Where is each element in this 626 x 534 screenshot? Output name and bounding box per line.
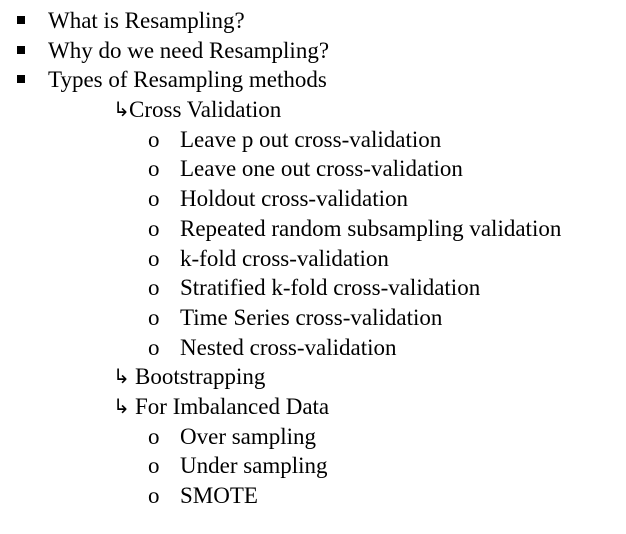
list-item: [0, 184, 626, 214]
list-item-text: Under sampling: [180, 453, 328, 479]
group-heading-imbalanced-data: [0, 392, 626, 422]
list-item-text: Repeated random subsampling validation: [180, 215, 562, 241]
list-item: [0, 273, 626, 303]
group-label: Bootstrapping: [135, 364, 266, 390]
circle-bullet-icon: o: [148, 304, 160, 330]
group-label: Cross Validation: [129, 97, 282, 123]
list-item-text: Nested cross-validation: [180, 334, 397, 360]
group-heading-bootstrapping: [0, 362, 626, 392]
circle-bullet-icon: o: [148, 156, 160, 182]
list-item: [0, 303, 626, 333]
bullet-text: Types of Resampling methods: [48, 67, 327, 93]
circle-bullet-icon: o: [148, 275, 160, 301]
square-bullet-icon: [17, 16, 25, 24]
bullet-item-types-of-resampling: [0, 65, 626, 95]
bullet-item-why-resampling: [0, 36, 626, 66]
group-heading-cross-validation: [0, 95, 626, 125]
list-item: [0, 154, 626, 184]
list-item-text: Leave p out cross-validation: [180, 126, 442, 152]
list-item: [0, 422, 626, 452]
down-right-arrow-icon: ↳: [113, 97, 130, 122]
circle-bullet-icon: o: [148, 126, 160, 152]
list-item-text: Time Series cross-validation: [180, 304, 443, 330]
list-item: [0, 125, 626, 155]
list-item: [0, 214, 626, 244]
list-item: [0, 451, 626, 481]
list-item-text: Over sampling: [180, 423, 317, 449]
circle-bullet-icon: o: [148, 245, 160, 271]
list-item-text: Leave one out cross-validation: [180, 156, 463, 182]
down-right-arrow-icon: ↳: [113, 393, 130, 418]
list-item-text: SMOTE: [180, 483, 258, 508]
group-label: For Imbalanced Data: [135, 393, 330, 419]
square-bullet-icon: [17, 46, 25, 54]
bullet-item-what-is-resampling: [0, 6, 626, 36]
circle-bullet-icon: o: [148, 453, 160, 479]
list-item-text: k-fold cross-validation: [180, 245, 389, 271]
list-item: [0, 244, 626, 274]
list-item-text: Holdout cross-validation: [180, 186, 409, 212]
bullet-text: Why do we need Resampling?: [48, 37, 330, 63]
circle-bullet-icon: o: [148, 215, 160, 241]
circle-bullet-icon: o: [148, 334, 160, 360]
down-right-arrow-icon: ↳: [113, 364, 130, 389]
circle-bullet-icon: o: [148, 186, 160, 212]
list-item-text: Stratified k-fold cross-validation: [180, 275, 481, 301]
square-bullet-icon: [17, 75, 25, 83]
list-item: [0, 481, 626, 511]
bullet-text: What is Resampling?: [48, 8, 245, 33]
list-item: [0, 333, 626, 363]
circle-bullet-icon: o: [148, 483, 160, 508]
circle-bullet-icon: o: [148, 423, 160, 449]
outline-document: [0, 6, 626, 511]
